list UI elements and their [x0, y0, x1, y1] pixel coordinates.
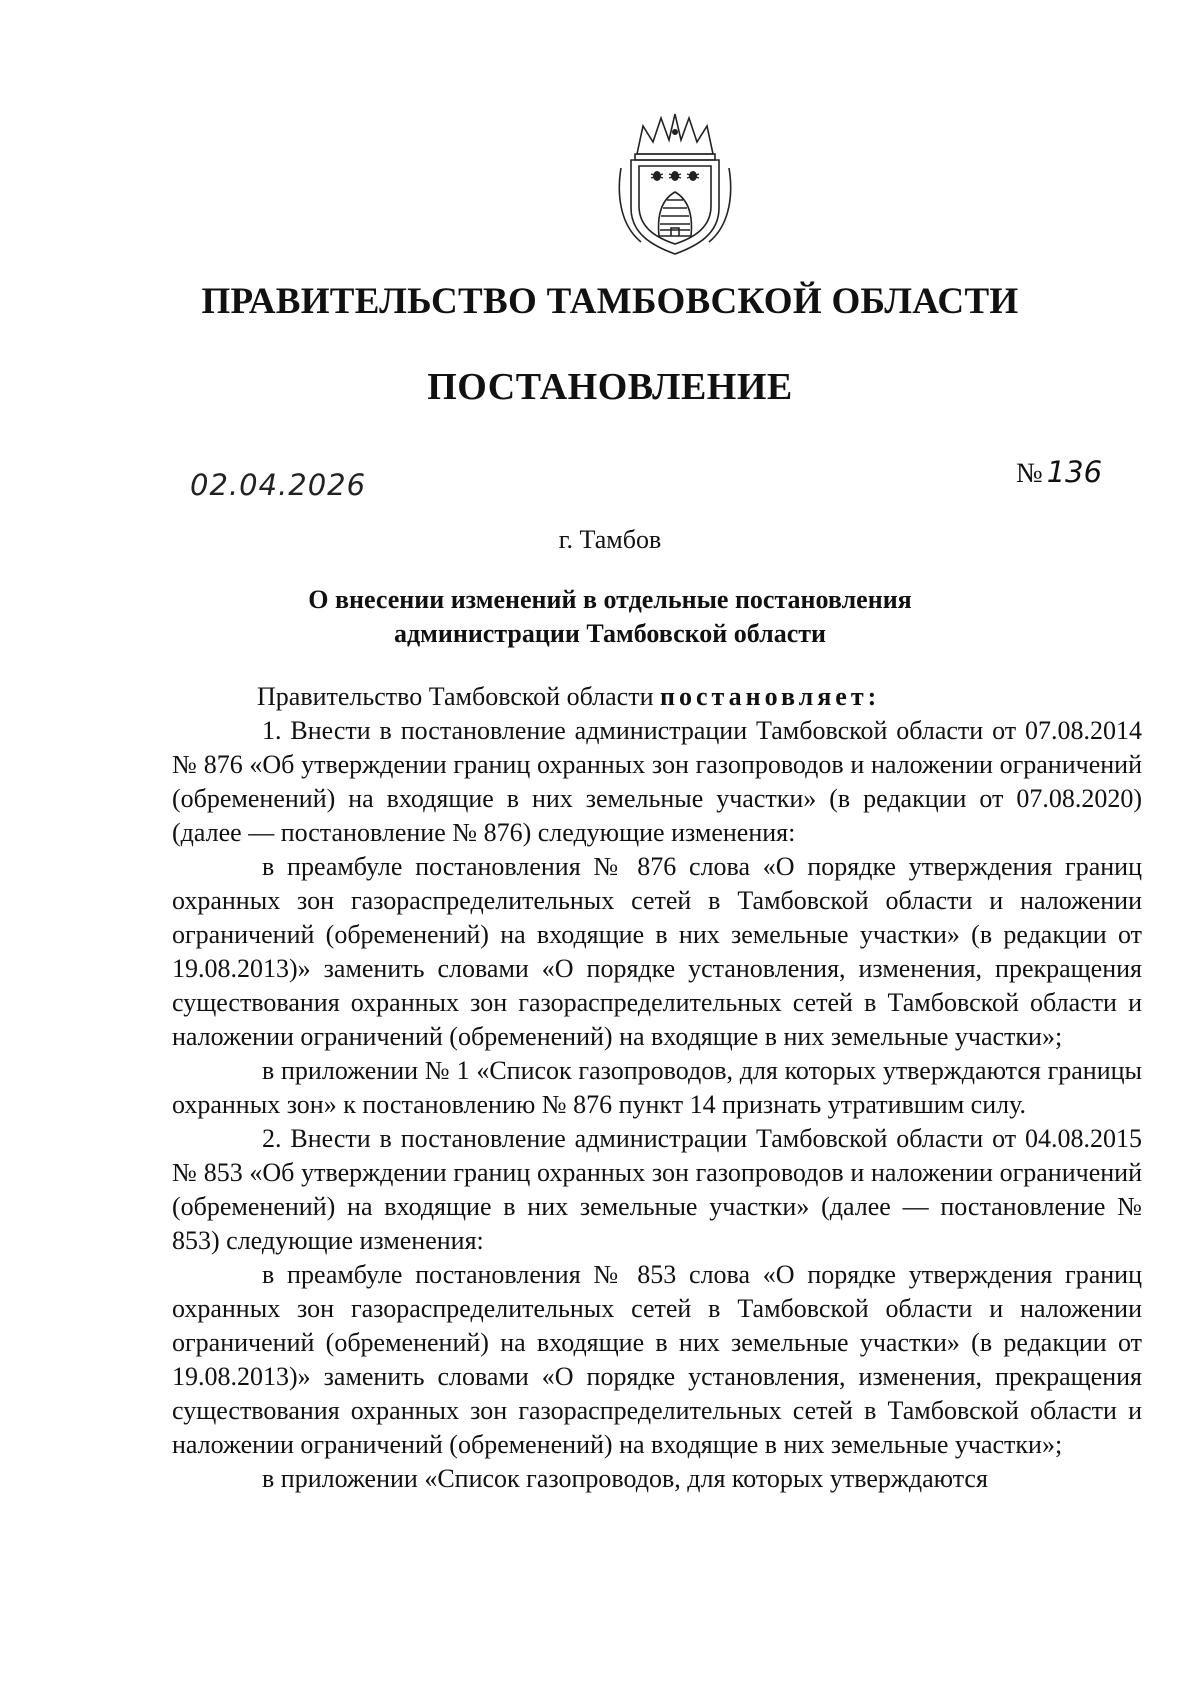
intro-text: Правительство Тамбовской области	[257, 682, 654, 711]
body-paragraph: 1. Внести в постановление администрации Тамбовской области от 07.08.2014 № 876 «Об утверждении границ охранных зон газопроводов и наложении ограничений (обременений) на входящие в них земельные участки» (в редакции от 07.08.2020) (далее — постановление № 876) следующие изменения:	[172, 716, 1142, 847]
subject-line-1: О внесении изменений в отдельные постановления	[308, 585, 912, 614]
body-paragraph: в преамбуле постановления № 853 слова «О порядке утверждения границ охранных зон газораспределительных сетей в Тамбовской области и наложении ограничений (обременений) на входящие в них земельные участки» (в редакции от 19.08.2013)» заменить словами «О порядке установления, изменения, прекращения существования охранных зон газораспределительных сетей в Тамбовской области и наложении ограничений (обременений) на входящие в них земельные участки»;	[172, 1260, 1142, 1459]
subject-line-2: администрации Тамбовской области	[394, 619, 826, 648]
city: г. Тамбов	[558, 525, 662, 554]
number-value: 136	[1046, 455, 1103, 489]
document-date: 02.04.2026	[190, 468, 367, 502]
body-paragraph: 2. Внести в постановление администрации Тамбовской области от 04.08.2015 № 853 «Об утверждении границ охранных зон газопроводов и наложении ограничений (обременений) на входящие в них земельные участки» (далее — постановление № 853) следующие изменения:	[172, 1124, 1142, 1255]
number-sign: №	[1016, 458, 1043, 489]
document-subject	[0, 583, 1200, 651]
document-type-title: ПОСТАНОВЛЕНИЕ	[427, 366, 793, 408]
intro-verb: постановляет:	[660, 682, 881, 711]
organization-title: ПРАВИТЕЛЬСТВО ТАМБОВСКОЙ ОБЛАСТИ	[201, 281, 1019, 322]
tambov-coat-of-arms-icon	[615, 112, 735, 258]
document-number	[1016, 455, 1102, 490]
document-body	[172, 680, 1142, 1496]
body-paragraph: в приложении № 1 «Список газопроводов, для которых утверждаются границы охранных зон» к постановлению № 876 пункт 14 признать утратившим силу.	[172, 1056, 1142, 1119]
body-paragraph: в преамбуле постановления № 876 слова «О порядке утверждения границ охранных зон газораспределительных сетей в Тамбовской области и наложении ограничений (обременений) на входящие в них земельные участки» (в редакции от 19.08.2013)» заменить словами «О порядке установления, изменения, прекращения существования охранных зон газораспределительных сетей в Тамбовской области и наложении ограничений (обременений) на входящие в них земельные участки»;	[172, 852, 1142, 1051]
body-paragraph: в приложении «Список газопроводов, для которых утверждаются	[262, 1464, 988, 1493]
intro-paragraph	[172, 680, 1142, 714]
